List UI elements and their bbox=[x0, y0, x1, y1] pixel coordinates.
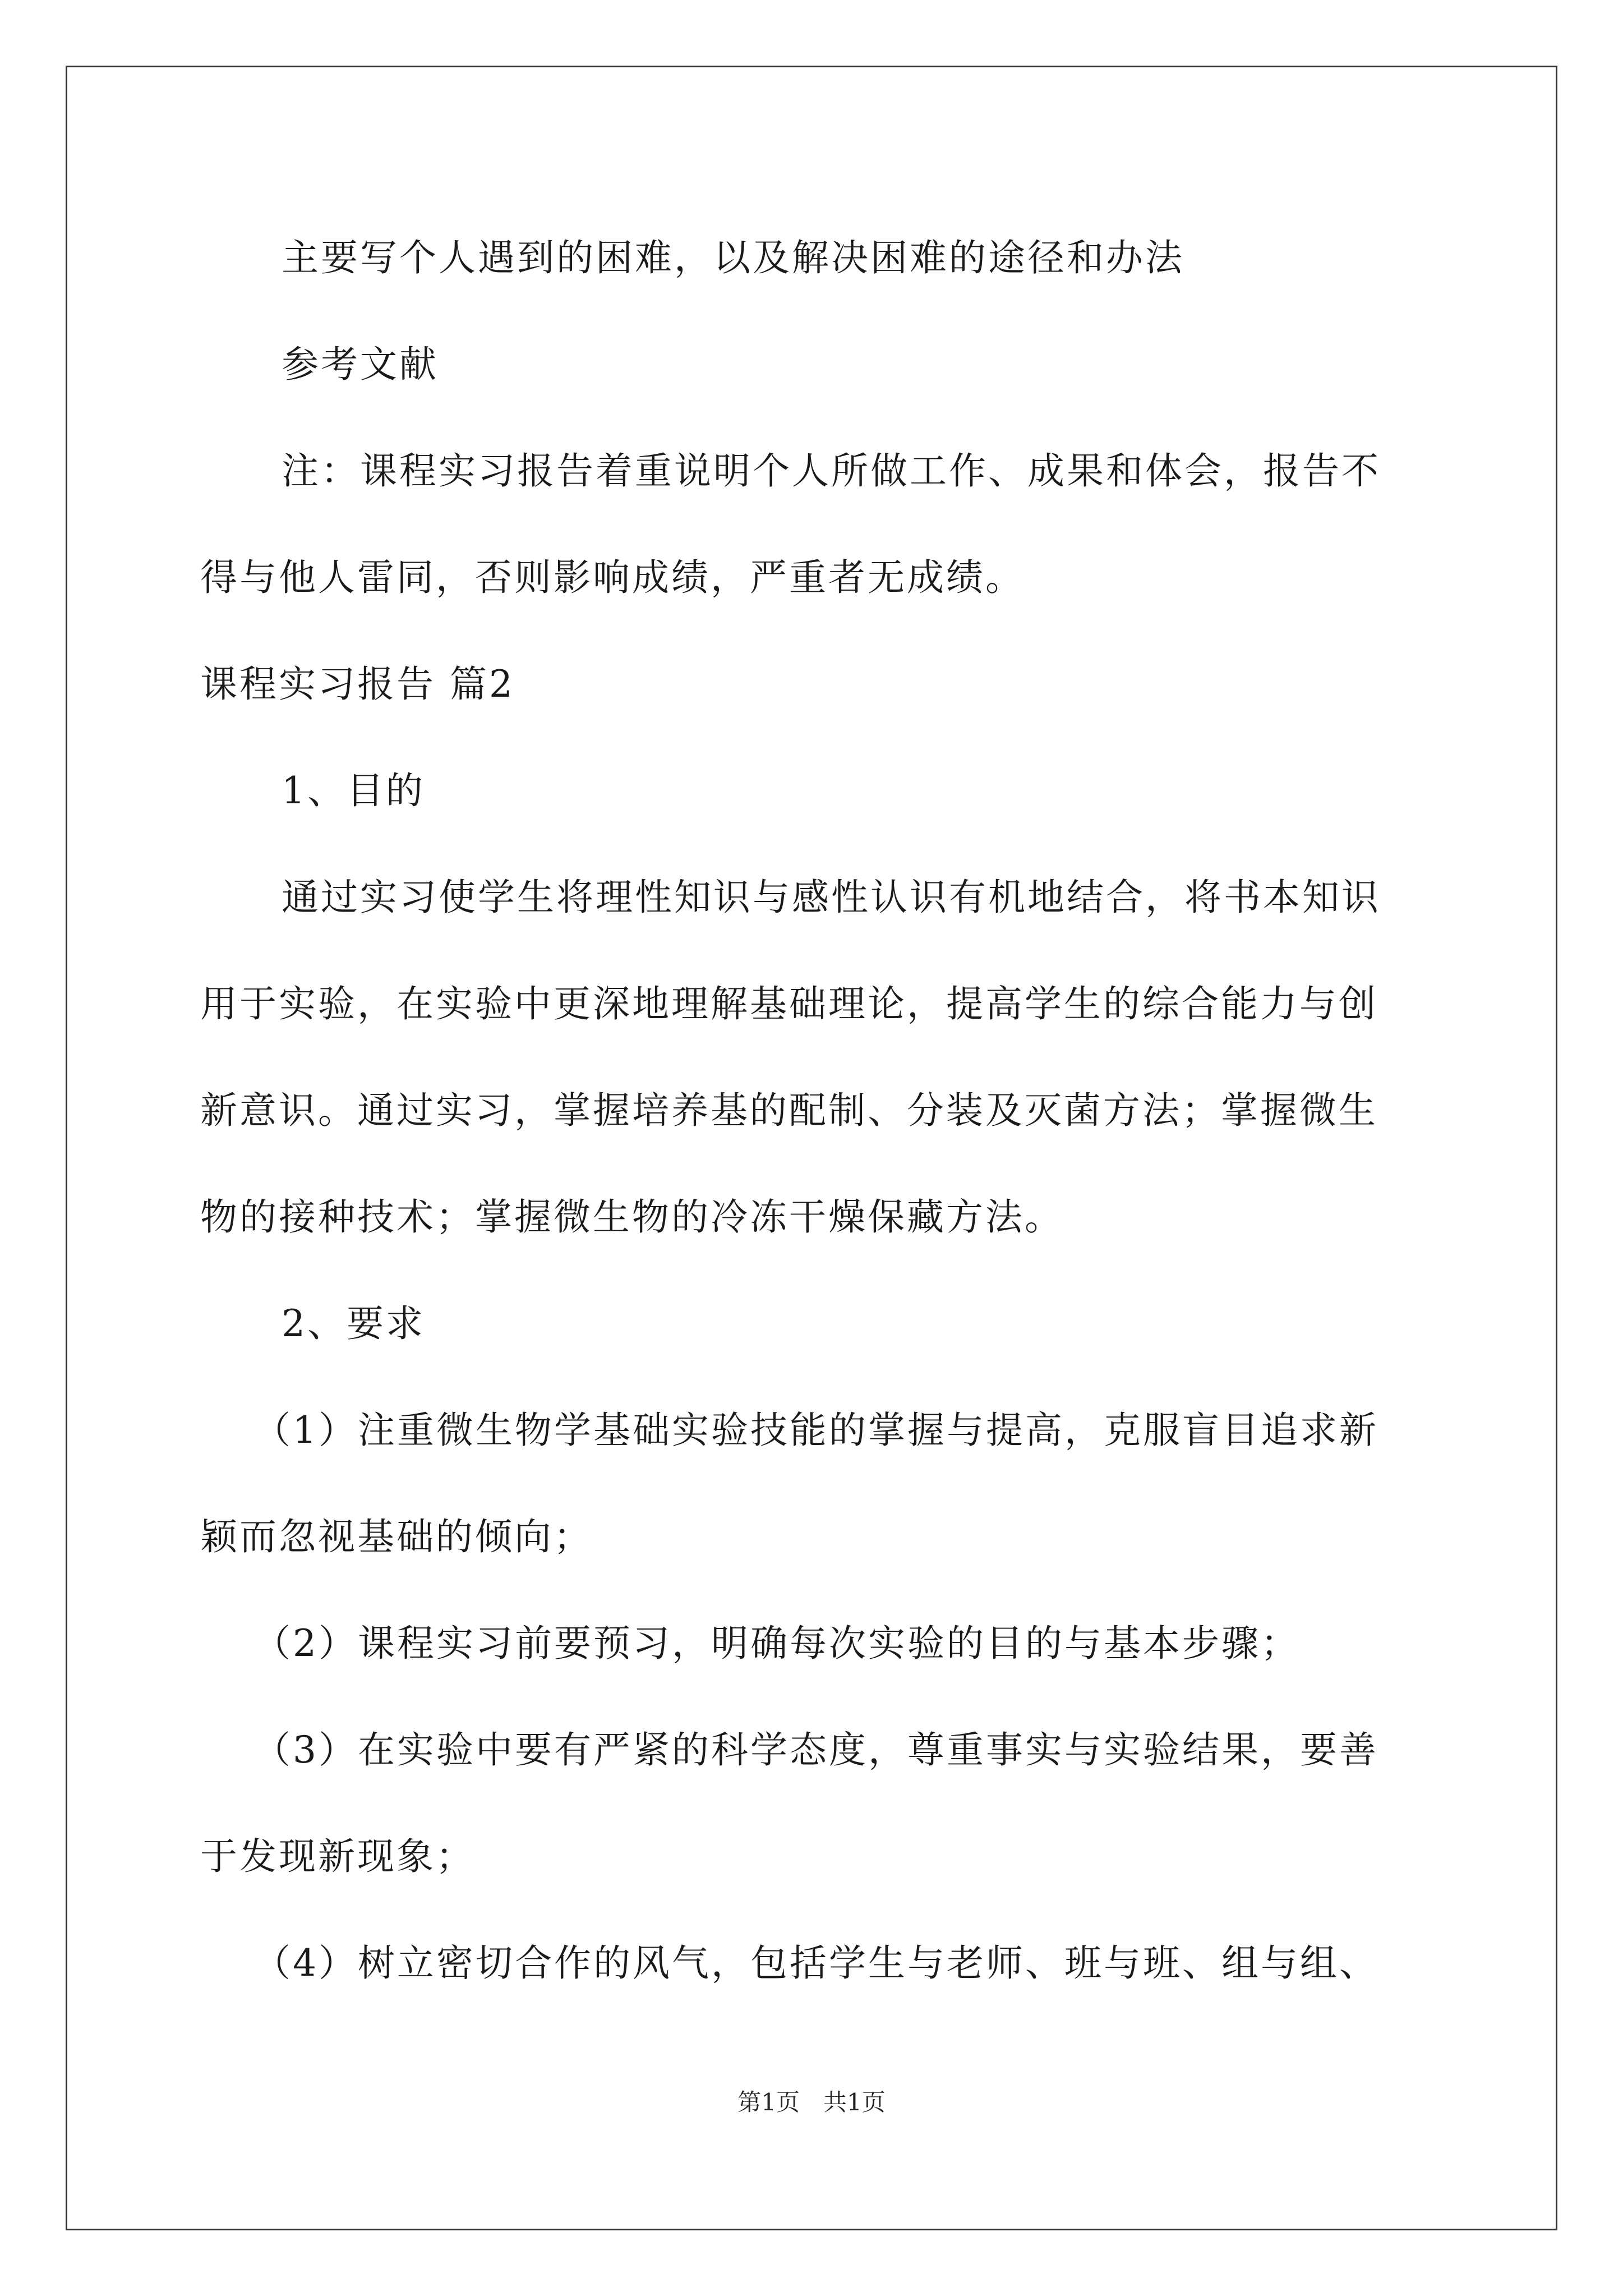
paragraph-line: 主要写个人遇到的困难，以及解决困难的途径和办法 bbox=[282, 236, 1184, 279]
list-item-line: （1）注重微生物学基础实验技能的掌握与提高，克服盲目追求新 bbox=[253, 1409, 1378, 1452]
list-item-line: （2）课程实习前要预习，明确每次实验的目的与基本步骤； bbox=[253, 1622, 1300, 1665]
paragraph-line: 用于实验，在实验中更深地理解基础理论，提高学生的综合能力与创 bbox=[200, 982, 1378, 1025]
paragraph-line: 参考文献 bbox=[282, 343, 439, 386]
paragraph-line: 通过实习使学生将理性知识与感性认识有机地结合，将书本知识 bbox=[282, 876, 1381, 919]
subsection-heading: 1、目的 bbox=[282, 769, 425, 812]
list-item-line: （3）在实验中要有严紧的科学态度，尊重事实与实验结果，要善 bbox=[253, 1728, 1378, 1772]
subsection-heading: 2、要求 bbox=[282, 1302, 425, 1345]
list-item-line: 颖而忽视基础的倾向； bbox=[200, 1515, 593, 1558]
page-number: 第1页 共1页 bbox=[737, 2088, 886, 2116]
list-item-line: 于发现新现象； bbox=[200, 1835, 475, 1878]
paragraph-line: 新意识。通过实习，掌握培养基的配制、分装及灭菌方法；掌握微生 bbox=[200, 1089, 1378, 1132]
page-border bbox=[66, 66, 1557, 2230]
paragraph-line: 物的接种技术；掌握微生物的冷冻干燥保藏方法。 bbox=[200, 1195, 1064, 1239]
paragraph-line: 得与他人雷同，否则影响成绩，严重者无成绩。 bbox=[200, 556, 1025, 599]
list-item-line: （4）树立密切合作的风气，包括学生与老师、班与班、组与组、 bbox=[253, 1941, 1378, 1985]
section-heading: 课程实习报告 篇2 bbox=[200, 662, 515, 706]
paragraph-line: 注：课程实习报告着重说明个人所做工作、成果和体会，报告不 bbox=[282, 449, 1381, 493]
